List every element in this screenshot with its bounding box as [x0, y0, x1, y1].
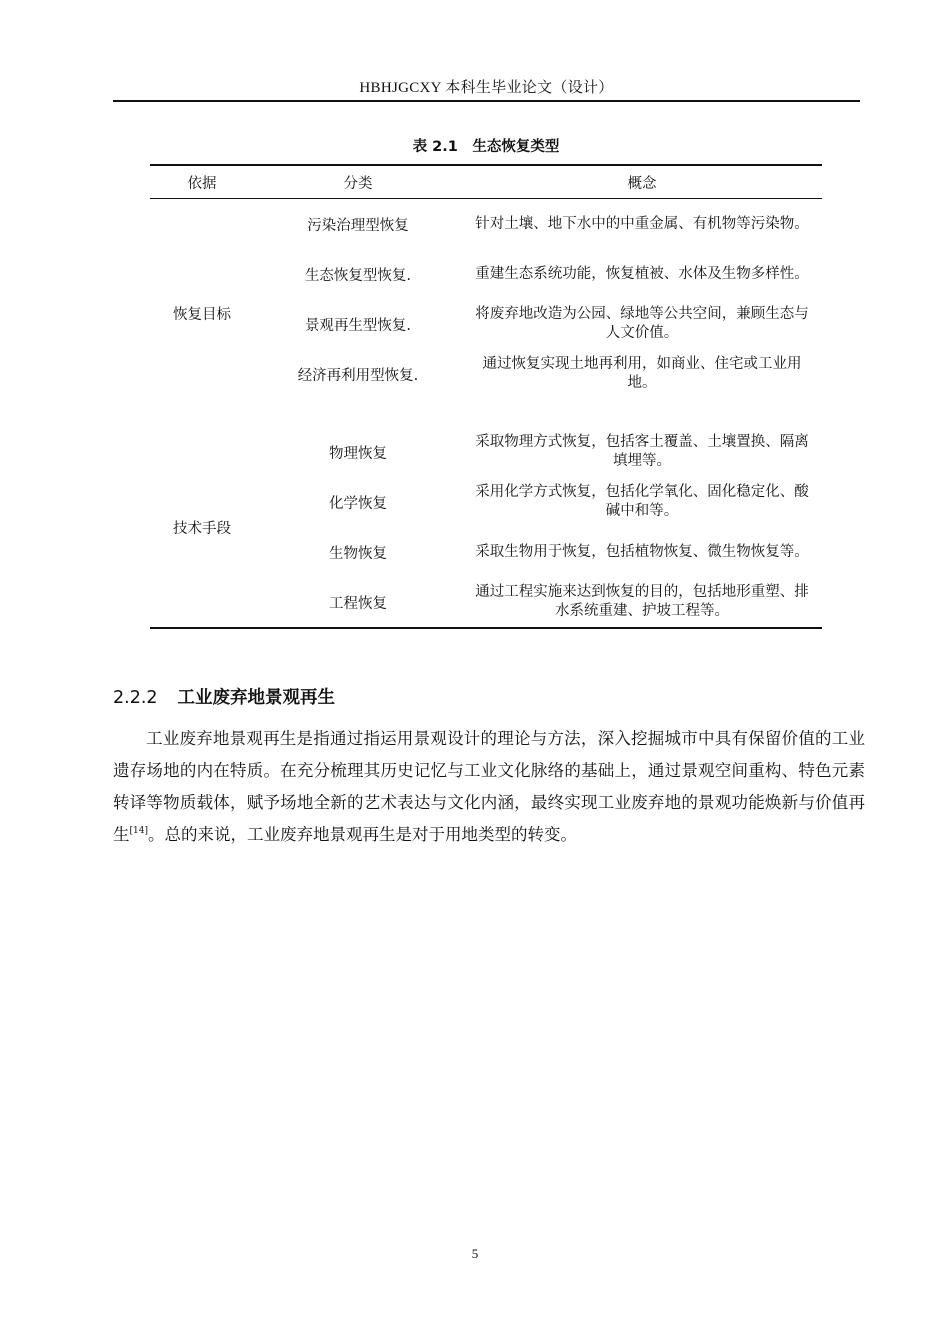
table-row: [150, 427, 822, 477]
restoration-types-table: [150, 164, 822, 629]
concept-cell: 通过恢复实现土地再利用，如商业、住宅或工业用地。: [482, 356, 802, 391]
category-cell: 生物恢复: [329, 545, 387, 562]
header-basis: 依据: [187, 175, 217, 192]
header-concept: 概念: [627, 175, 657, 192]
section-title: 工业废弃地景观再生: [177, 688, 336, 708]
running-header: HBHJGCXY 本科生毕业论文（设计）: [359, 80, 614, 96]
concept-cell: 重建生态系统功能，恢复植被、水体及生物多样性。: [475, 265, 809, 282]
category-cell: 污染治理型恢复: [307, 217, 409, 234]
category-cell: 物理恢复: [329, 445, 387, 462]
category-cell: 生态恢复型恢复.: [304, 267, 412, 284]
section-heading: [113, 684, 335, 709]
paragraph-text-end: 。总的来说，工业废弃地景观再生是对于用地类型的转变。: [147, 825, 577, 844]
header-rule: [113, 100, 860, 102]
concept-cell: 采用化学方式恢复，包括化学氧化、固化稳定化、酸碱中和等。: [475, 484, 809, 519]
basis-cell: 技术手段: [173, 520, 231, 537]
concept-cell: 采取生物用于恢复，包括植物恢复、微生物恢复等。: [475, 543, 809, 560]
body-paragraph: [113, 723, 865, 851]
header-category: 分类: [343, 175, 373, 192]
category-cell: 经济再利用型恢复.: [297, 367, 419, 384]
spacer-cell: [462, 399, 822, 427]
table-row: [150, 199, 822, 250]
citation-ref[interactable]: [14]: [129, 826, 148, 836]
page-number: 5: [471, 1246, 479, 1261]
concept-cell: 针对土壤、地下水中的中重金属、有机物等污染物。: [475, 215, 809, 232]
category-cell: 化学恢复: [329, 495, 387, 512]
table-caption: 表 2.1 生态恢复类型: [412, 139, 560, 155]
spacer-cell: [254, 399, 462, 427]
concept-cell: 采取物理方式恢复，包括客土覆盖、土壤置换、隔离填埋等。: [475, 434, 809, 469]
category-cell: 工程恢复: [329, 595, 387, 612]
section-number: 2.2.2: [113, 688, 158, 708]
concept-cell: 将废弃地改造为公园、绿地等公共空间，兼顾生态与人文价值。: [475, 306, 809, 341]
concept-cell: 通过工程实施来达到恢复的目的，包括地形重塑、排水系统重建、护坡工程等。: [475, 584, 809, 619]
table-header-row: [150, 165, 822, 199]
paragraph-text: 工业废弃地景观再生是指通过指运用景观设计的理论与方法，深入挖掘城市中具有保留价值的工业遗存场地的内在特质。在充分梳理其历史记忆与工业文化脉络的基础上，通过景观空间重构、特色元素转译等物质载体，赋予场地全新的艺术表达与文化内涵，最终实现工业废弃地的景观功能焕新与价值再生: [113, 729, 865, 844]
basis-cell: 恢复目标: [173, 306, 231, 323]
category-cell: 景观再生型恢复.: [304, 317, 412, 334]
